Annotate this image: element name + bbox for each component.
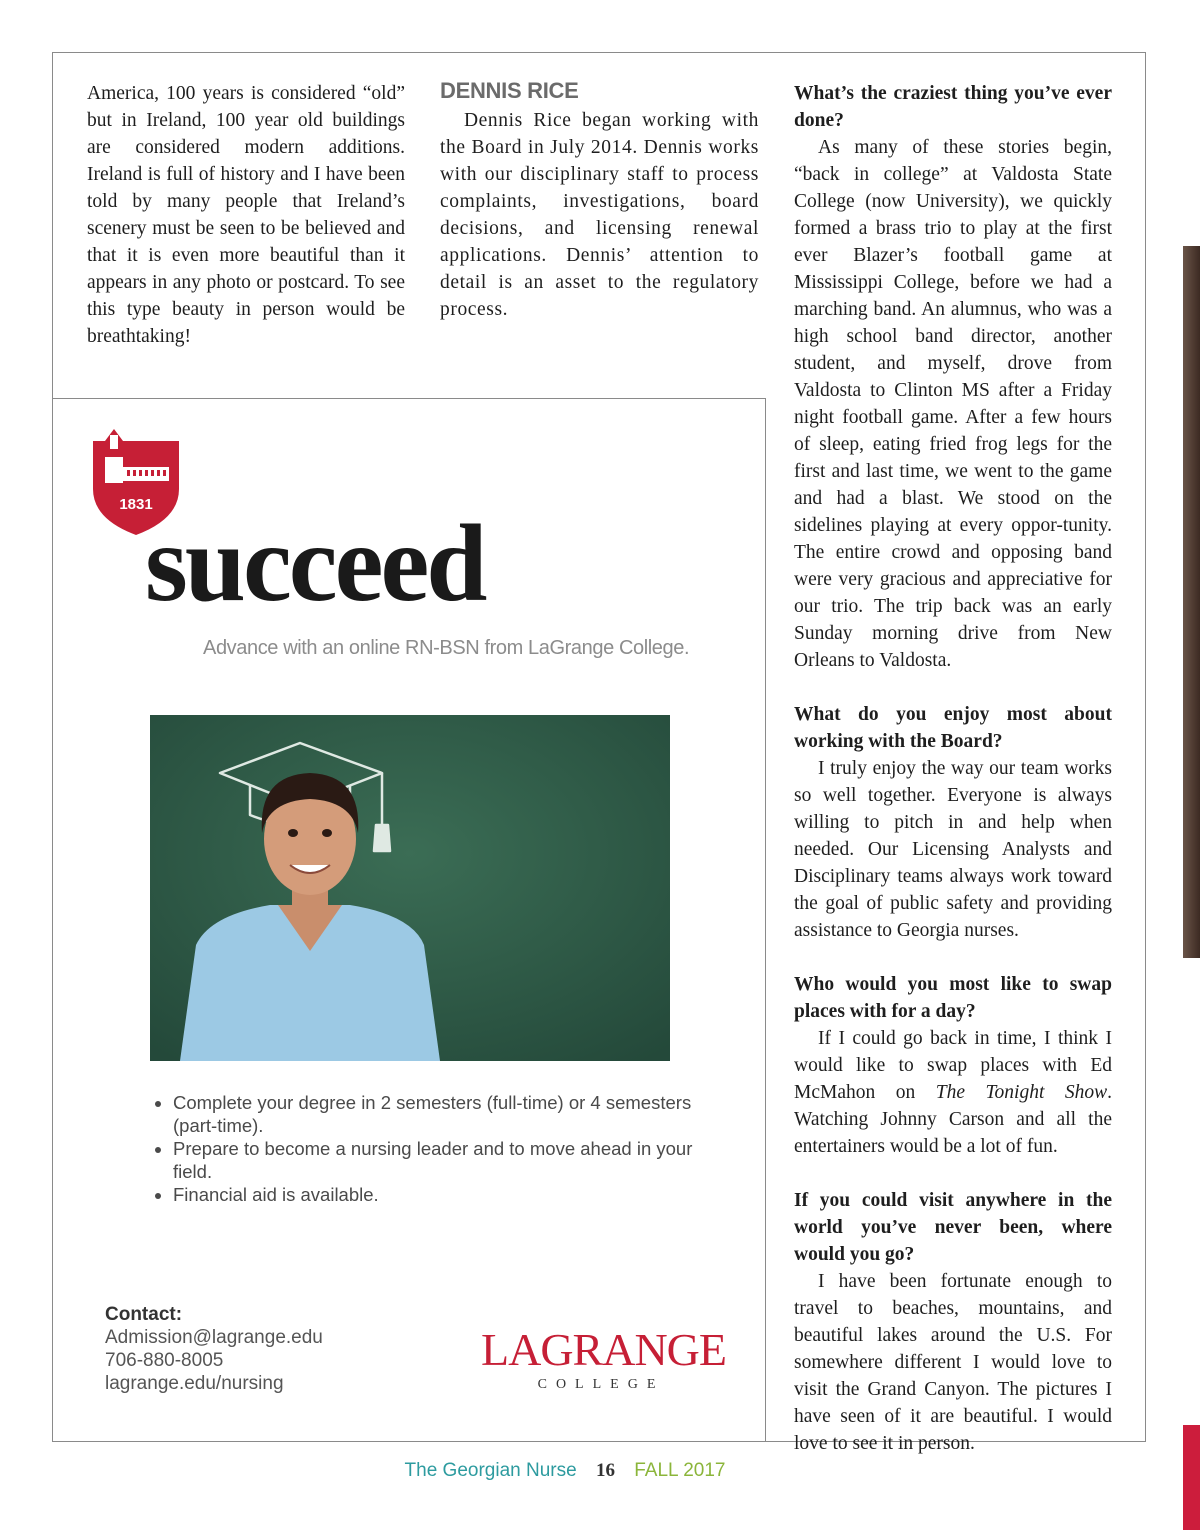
page-tab-marker	[1183, 1425, 1200, 1530]
answer-craziest-thing: As many of these stories begin, “back in college” at Valdosta State College (now University), we quickly formed a brass trio to play at the first ever Blazer’s football game at Mississippi College, before we had a marching band. An alumnus, who was a high school band director, another student, and myself, drove from Valdosta to Clinton MS after a Friday night football game. After a few hours of sleep, eating fried frog legs for the first and last time, we went to the game and had a blast. We stood on the sidelines playing at every oppor-tunity. The entire crowd and opposing band were very gracious and appreciative for our trio. The trip back was an early Sunday morning drive from New Orleans to Valdosta.	[794, 137, 1112, 671]
page-footer	[0, 1460, 1130, 1482]
question-visit-anywhere: If you could visit anywhere in the world you’ve never been, where would you go?	[794, 1190, 1112, 1265]
ad-subheadline: Advance with an online RN-BSN from LaGrange College.	[203, 637, 690, 659]
question-swap-places: Who would you most like to swap places with for a day?	[794, 974, 1112, 1022]
ad-contact-block	[105, 1303, 323, 1395]
col1-paragraph: America, 100 years is considered “old” but in Ireland, 100 year old buildings are considered modern additions. Ireland is full of history and I have been told by many people that Ireland’s scenery must be seen to be believed and that it is even more beautiful than it appears in any photo or postcard. To see this type beauty in person would be breathtaking!	[87, 83, 405, 347]
col2-paragraph: Dennis Rice began working with the Board in July 2014. Dennis works with our disciplinary staff to process complaints, investigations, board decisions, and licensing renewal applications. Dennis’ attention to detail is an asset to the regulatory process.	[440, 110, 759, 320]
answer-enjoy-most: I truly enjoy the way our team works so well together. Everyone is always willing to pitch in and help when needed. Our Licensing Analysts and Disciplinary teams always work toward the goal of public safety and providing assistance to Georgia nurses.	[794, 758, 1112, 941]
issue-label: FALL 2017	[634, 1460, 726, 1481]
contact-email[interactable]: Admission@lagrange.edu	[105, 1327, 323, 1348]
contact-label: Contact:	[105, 1304, 183, 1325]
page-number: 16	[595, 1460, 615, 1481]
ad-benefits-list	[149, 1091, 693, 1206]
contact-phone: 706-880-8005	[105, 1350, 224, 1371]
question-enjoy-most: What do you enjoy most about working with the Board?	[794, 704, 1112, 752]
lagrange-advertisement	[52, 398, 766, 1442]
logo-college: COLLEGE	[537, 1377, 665, 1392]
contact-website[interactable]: lagrange.edu/nursing	[105, 1373, 284, 1394]
benefit-item: • Complete your degree in 2 semesters (full-time) or 4 semesters (part-time).	[173, 1091, 693, 1137]
lagrange-college-logo	[481, 1324, 726, 1393]
nurse-graduate-photo	[150, 715, 670, 1061]
column-2	[440, 77, 759, 323]
column-1	[87, 80, 405, 350]
column-3	[794, 80, 1112, 1457]
benefit-item: • Financial aid is available.	[173, 1183, 693, 1206]
seal-year: 1831	[119, 496, 153, 513]
logo-name: LAGRANGE	[481, 1324, 726, 1375]
benefit-item: • Prepare to become a nursing leader and to move ahead in your field.	[173, 1137, 693, 1183]
question-craziest-thing: What’s the craziest thing you’ve ever done?	[794, 83, 1112, 131]
answer-visit-anywhere: I have been fortunate enough to travel to beaches, mountains, and beautiful lakes around the U.S. For somewhere different I would love to visit the Grand Canyon. The pictures I have seen of it are beautiful. I would love to see it in person.	[794, 1271, 1112, 1454]
section-heading-dennis-rice: DENNIS RICE	[440, 78, 579, 103]
ad-headline: succeed	[145, 502, 485, 624]
answer-swap-places: If I could go back in time, I think I would like to swap places with Ed McMahon on The Tonight Show. Watching Johnny Carson and all the entertainers would be a lot of fun.	[794, 1028, 1112, 1157]
show-title: The Tonight Show	[935, 1082, 1108, 1103]
publication-name: The Georgian Nurse	[404, 1460, 577, 1481]
facing-page-photo-edge	[1183, 246, 1200, 958]
